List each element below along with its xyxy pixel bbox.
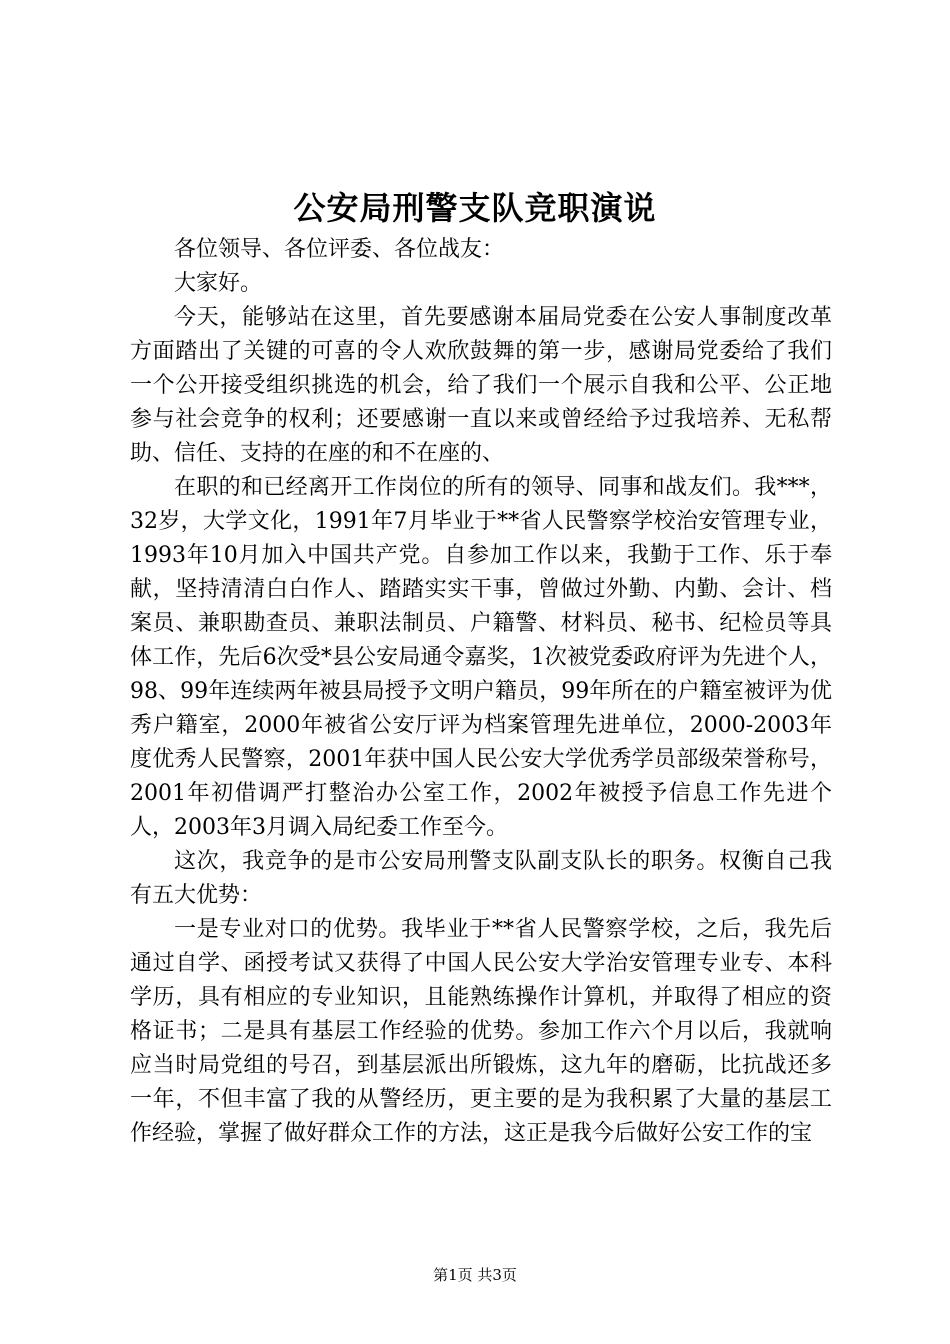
body-paragraph: 在职的和已经离开工作岗位的所有的领导、同事和战友们。我***，32岁，大学文化，1991年7月毕业于**省人民警察学校治安管理专业，1993年10月加入中国共产党。自参加工作以来，我勤于工作、乐于奉献，坚持清清白白作人、踏踏实实干事，曾做过外勤、内勤、会计、档案员、兼职勘查员、兼职法制员、户籍警、材料员、秘书、纪检员等具体工作，先后6次受*县公安局通令嘉奖，1次被党委政府评为先进个人，98、99年连续两年被县局授予文明户籍员，99年所在的户籍室被评为优秀户籍室，2000年被省公安厅评为档案管理先进单位，2000-2003年度优秀人民警察，2001年获中国人民公安大学优秀学员部级荣誉称号，2001年初借调严打整治办公室工作，2002年被授予信息工作先进个人，2003年3月调入局纪委工作至今。: [130, 475, 832, 840]
greeting-paragraph: 大家好。: [174, 271, 263, 296]
salutation-paragraph: 各位领导、各位评委、各位战友：: [174, 237, 505, 262]
document-body: [130, 233, 832, 1151]
page-footer: 第1页 共3页: [433, 1266, 517, 1284]
body-paragraph: 一是专业对口的优势。我毕业于**省人民警察学校，之后，我先后通过自学、函授考试又获得了中国人民公安大学治安管理专业专、本科学历，具有相应的专业知识，且能熟练操作计算机，并取得了相应的资格证书；二是具有基层工作经验的优势。参加工作六个月以后，我就响应当时局党组的号召，到基层派出所锻炼，这九年的磨砺，比抗战还多一年，不但丰富了我的从警经历，更主要的是为我积累了大量的基层工作经验，掌握了做好群众工作的方法，这正是我今后做好公安工作的宝: [130, 917, 832, 1146]
body-paragraph: 这次，我竞争的是市公安局刑警支队副支队长的职务。权衡自己我有五大优势：: [130, 849, 832, 908]
body-paragraph: 今天，能够站在这里，首先要感谢本届局党委在公安人事制度改革方面踏出了关键的可喜的令人欢欣鼓舞的第一步，感谢局党委给了我们一个公开接受组织挑选的机会，给了我们一个展示自我和公平、公正地参与社会竞争的权利；还要感谢一直以来或曾经给予过我培养、无私帮助、信任、支持的在座的和不在座的、: [130, 305, 832, 466]
document-title: 公安局刑警支队竞职演说: [293, 189, 657, 227]
